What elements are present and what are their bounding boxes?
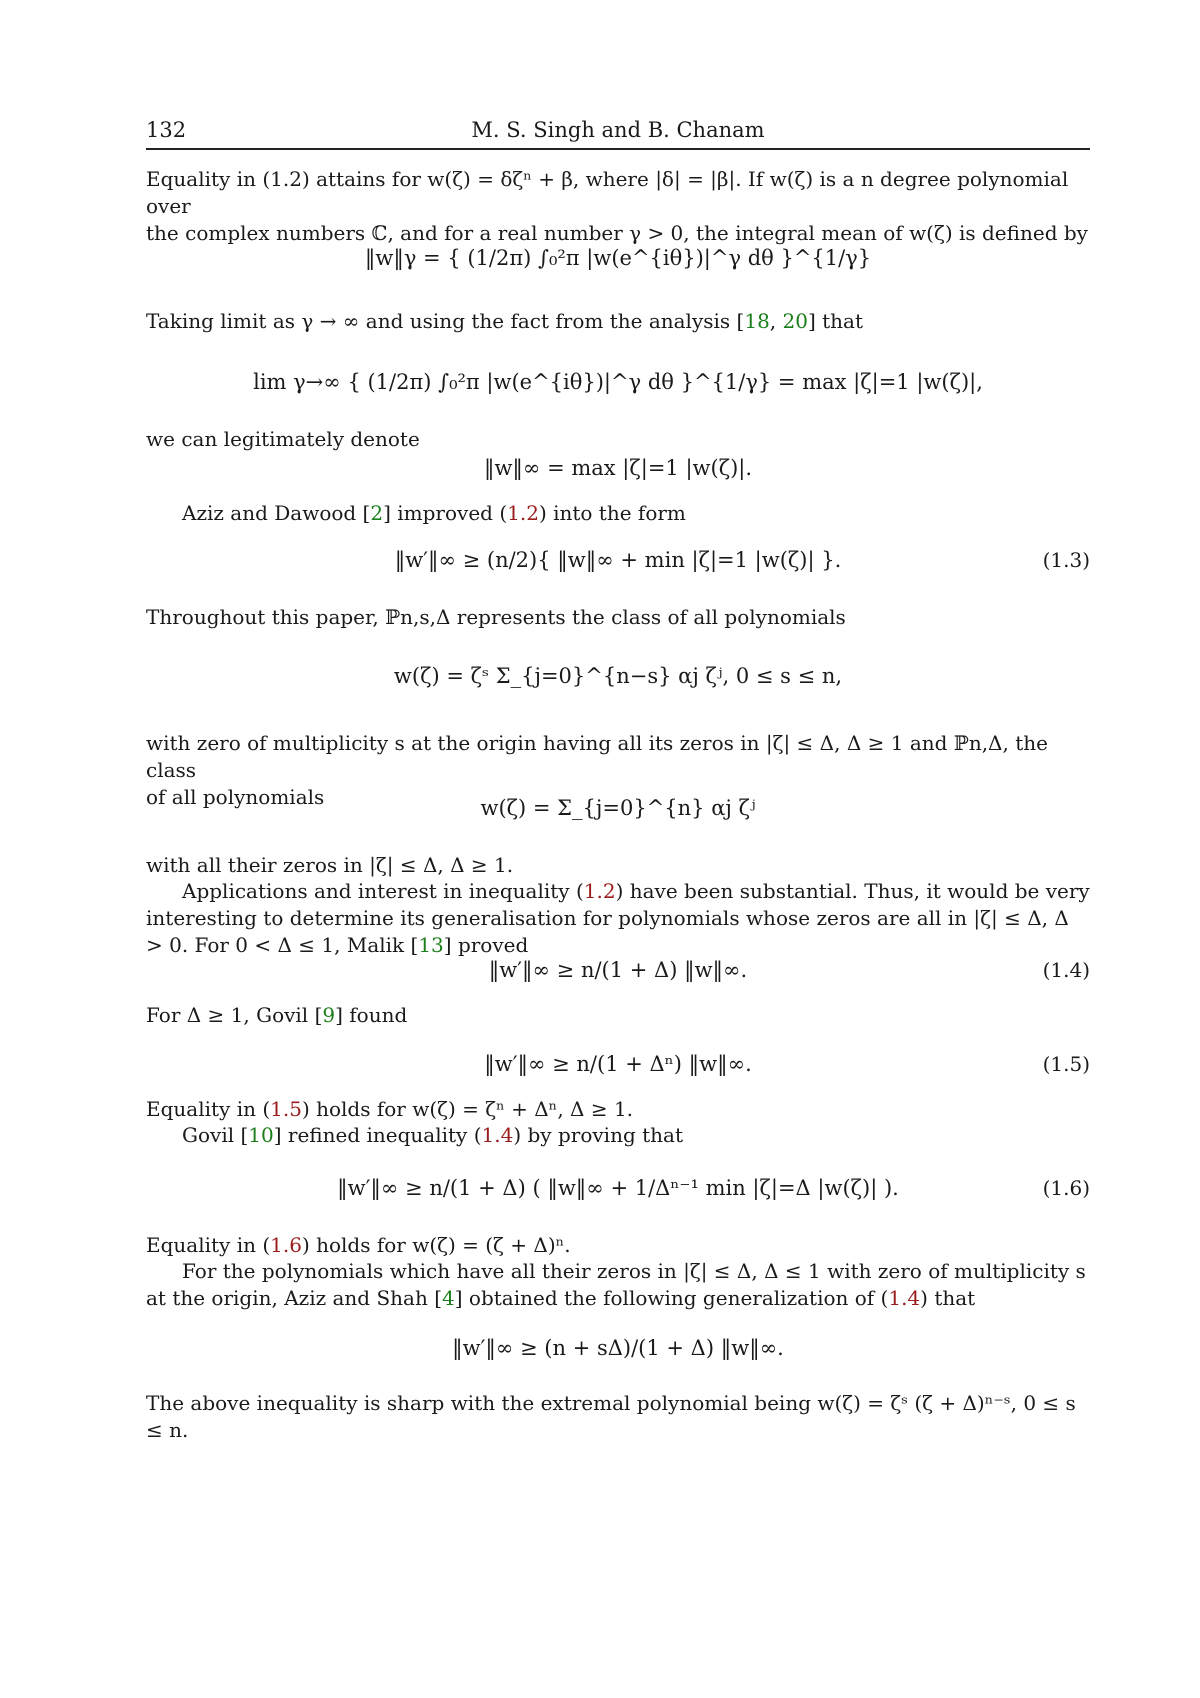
paragraph-4-text-b: ] improved ( [383,501,508,525]
paragraph-9 [146,1002,1090,1029]
paragraph-2-sep: , [769,309,783,333]
equation-1-3-tag: (1.3) [1042,548,1090,572]
paragraph-5-text: Throughout this paper, ℙn,s,Δ represents the class of all polynomials [146,605,846,629]
equation-1-6-text: ‖w′‖∞ ≥ n/(1 + Δ) ( ‖w‖∞ + 1/Δⁿ⁻¹ min |ζ|=Δ |w(ζ)| ). [337,1176,899,1200]
page-number: 132 [146,118,187,142]
paragraph-8-text-a: Applications and interest in inequality ( [182,879,584,903]
paragraph-9-text-a: For Δ ≥ 1, Govil [ [146,1003,323,1027]
paragraph-7-text: with all their zeros in |ζ| ≤ Δ, Δ ≥ 1. [146,853,514,877]
equation-1-4 [146,958,1090,982]
paragraph-14 [146,1390,1090,1444]
paragraph-1 [146,166,1090,247]
paragraph-10-text-a: Equality in ( [146,1097,271,1121]
running-title: M. S. Singh and B. Chanam [471,118,765,142]
paragraph-1-line-2: the complex numbers ℂ, and for a real number γ > 0, the integral mean of w(ζ) is defined by [146,221,1088,245]
paragraph-11-text-c: ) by proving that [513,1123,683,1147]
paragraph-9-text-b: ] found [335,1003,408,1027]
paragraph-2-text-a: Taking limit as γ → ∞ and using the fact from the analysis [ [146,309,745,333]
paragraph-13-text-c: ) that [920,1286,976,1310]
equation-1-3-text: ‖w′‖∞ ≥ (n/2){ ‖w‖∞ + min |ζ|=1 |w(ζ)| }. [394,548,842,572]
paragraph-13 [146,1258,1090,1312]
paragraph-3-text: we can legitimately denote [146,427,420,451]
eqref-1-6[interactable]: 1.6 [270,1233,302,1257]
paragraph-6-line-2: of all polynomials [146,785,325,809]
equation-1-6 [146,1176,1090,1200]
paragraph-4-text-c: ) into the form [538,501,686,525]
equation-class-pnd [146,796,1090,820]
running-header [146,118,1090,150]
eqref-1-2-b[interactable]: 1.2 [583,879,616,903]
citation-2[interactable]: 2 [370,501,384,525]
paragraph-8 [146,878,1090,959]
eqref-1-4-b[interactable]: 1.4 [888,1286,921,1310]
paragraph-8-text-c: ] proved [443,933,529,957]
equation-1-5 [146,1052,1090,1076]
paragraph-3 [146,426,1090,453]
paragraph-12-text-b: ) holds for w(ζ) = (ζ + Δ)ⁿ. [301,1233,571,1257]
paragraph-1-line-1: Equality in (1.2) attains for w(ζ) = δζⁿ + β, where |δ| = |β|. If w(ζ) is a n degree polynomial over [146,167,1069,218]
equation-1-4-text: ‖w′‖∞ ≥ n/(1 + Δ) ‖w‖∞. [488,958,748,982]
paragraph-2-text-b: ] that [807,309,864,333]
eqref-1-2[interactable]: 1.2 [507,501,539,525]
paragraph-12-text-a: Equality in ( [146,1233,271,1257]
paragraph-8-text-b: ) have been substantial. Thus, it would be very interesting to determine its generalisation for polynomials whose zeros are all in |ζ| ≤ Δ, Δ > 0. For 0 < Δ ≤ 1, Malik [ [146,879,1090,957]
paragraph-7 [146,852,1090,879]
paragraph-5 [146,604,1090,631]
equation-integral-mean [146,246,1090,270]
equation-aziz-shah [146,1336,1090,1360]
equation-class-pnd-text: w(ζ) = Σ_{j=0}^{n} αj ζʲ [480,796,756,820]
equation-limit-text: lim γ→∞ { (1/2π) ∫₀²π |w(e^{iθ})|^γ dθ }^{1/γ} = max |ζ|=1 |w(ζ)|, [253,370,983,394]
equation-1-6-tag: (1.6) [1042,1176,1090,1200]
equation-1-5-text: ‖w′‖∞ ≥ n/(1 + Δⁿ) ‖w‖∞. [484,1052,752,1076]
paragraph-4 [146,500,1090,527]
equation-class-pnsd-text: w(ζ) = ζˢ Σ_{j=0}^{n−s} αj ζʲ, 0 ≤ s ≤ n, [393,664,843,688]
paragraph-4-text-a: Aziz and Dawood [ [182,501,371,525]
equation-limit [146,370,1090,394]
citation-18[interactable]: 18 [744,309,770,333]
equation-infinity-norm-text: ‖w‖∞ = max |ζ|=1 |w(ζ)|. [483,456,753,480]
citation-4[interactable]: 4 [442,1286,455,1310]
paragraph-11-text-b: ] refined inequality ( [273,1123,482,1147]
paragraph-10-text-b: ) holds for w(ζ) = ζⁿ + Δⁿ, Δ ≥ 1. [301,1097,634,1121]
eqref-1-5[interactable]: 1.5 [270,1097,302,1121]
paragraph-2 [146,308,1090,335]
paragraph-10 [146,1096,1090,1123]
paragraph-12 [146,1232,1090,1259]
equation-1-5-tag: (1.5) [1042,1052,1090,1076]
paragraph-14-text: The above inequality is sharp with the extremal polynomial being w(ζ) = ζˢ (ζ + Δ)ⁿ⁻ˢ, 0 ≤ s ≤ n. [146,1391,1076,1442]
citation-20[interactable]: 20 [782,309,808,333]
citation-13[interactable]: 13 [418,933,444,957]
citation-10[interactable]: 10 [248,1123,274,1147]
equation-1-4-tag: (1.4) [1042,958,1090,982]
equation-class-pnsd [146,664,1090,688]
paragraph-13-text-a: For the polynomials which have all their zeros in |ζ| ≤ Δ, Δ ≤ 1 with zero of multiplicity s at the origin, Aziz and Shah [ [146,1259,1086,1310]
paragraph-6-line-1: with zero of multiplicity s at the origin having all its zeros in |ζ| ≤ Δ, Δ ≥ 1 and ℙn,Δ, the class [146,731,1048,782]
equation-infinity-norm [146,456,1090,480]
paragraph-13-text-b: ] obtained the following generalization of ( [454,1286,889,1310]
paragraph-11 [146,1122,1090,1149]
citation-9[interactable]: 9 [322,1003,336,1027]
eqref-1-4[interactable]: 1.4 [481,1123,514,1147]
equation-integral-mean-text: ‖w‖γ = { (1/2π) ∫₀²π |w(e^{iθ})|^γ dθ }^{1/γ} [364,246,872,270]
paragraph-11-text-a: Govil [ [182,1123,249,1147]
equation-1-3 [146,548,1090,572]
equation-aziz-shah-text: ‖w′‖∞ ≥ (n + sΔ)/(1 + Δ) ‖w‖∞. [452,1336,784,1360]
